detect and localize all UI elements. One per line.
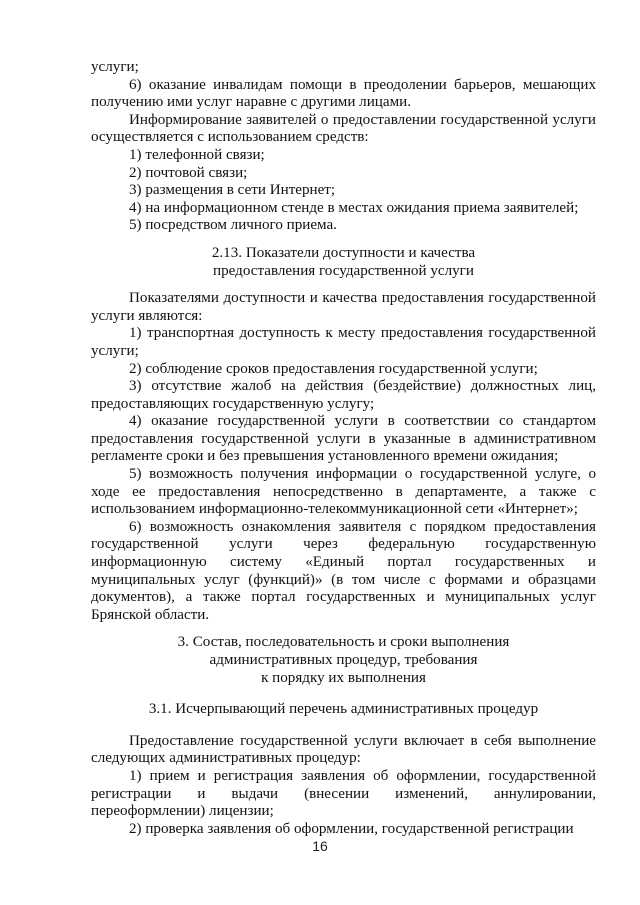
subsection-heading: 3.1. Исчерпывающий перечень административных процедур [148, 701, 539, 718]
paragraph-continuation: услуги; [91, 59, 139, 75]
list-item: 1) транспортная доступность к месту предоставления государственной услуги; [91, 325, 596, 359]
list-item: 6) возможность ознакомления заявителя с порядком предоставления государственной услуги через федеральную государственную информационную систему «Единый портал государственных и муниципальных услуг (функций)» (в том числе с формами и образцами документов), а также портал государственных и муниципальных услуг Брянской области. [91, 518, 596, 623]
document-page [91, 59, 596, 838]
list-item: 2) проверка заявления об оформлении, государственной регистрации [129, 820, 574, 837]
paragraph: Показателями доступности и качества предоставления государственной услуги являются: [91, 290, 596, 324]
list-item: 1) телефонной связи; [129, 146, 265, 163]
list-item: 4) на информационном стенде в местах ожидания приема заявителей; [129, 199, 579, 216]
list-item: 3) размещения в сети Интернет; [129, 182, 336, 199]
list-item: 3) отсутствие жалоб на действия (бездействие) должностных лиц, предоставляющих государственную услугу; [91, 378, 596, 412]
list-item: 5) посредством личного приема. [129, 217, 337, 234]
section-heading: к порядку их выполнения [261, 669, 426, 686]
section-heading: 2.13. Показатели доступности и качества [211, 244, 476, 261]
list-item: 5) возможность получения информации о государственной услуге, о ходе ее предоставления непосредственно в департаменте, а также с использованием информационно-телекоммуникационной сети «Интернет»; [91, 466, 596, 518]
section-heading: административных процедур, требования [209, 652, 478, 668]
list-item: 6) оказание инвалидам помощи в преодолении барьеров, мешающих получению ими услуг наравне с другими лицами. [91, 76, 596, 111]
list-item: 1) прием и регистрация заявления об оформлении, государственной регистрации и выдачи (внесении изменений, аннулировании, переоформлении) лицензии; [91, 767, 596, 820]
paragraph: Информирование заявителей о предоставлении государственной услуги осуществляется с использованием средств: [91, 111, 596, 146]
page-number: 16 [312, 838, 328, 854]
section-heading: предоставления государственной услуги [213, 262, 474, 279]
list-item: 4) оказание государственной услуги в соответствии со стандартом предоставления государственной услуги в указанные в административном регламенте сроки и без превышения установленного времени ожидания; [91, 413, 596, 465]
list-item: 2) соблюдение сроков предоставления государственной услуги; [129, 360, 538, 377]
list-item: 2) почтовой связи; [129, 164, 248, 181]
section-heading: 3. Состав, последовательность и сроки выполнения [177, 634, 510, 651]
paragraph: Предоставление государственной услуги включает в себя выполнение следующих административных процедур: [91, 732, 596, 767]
